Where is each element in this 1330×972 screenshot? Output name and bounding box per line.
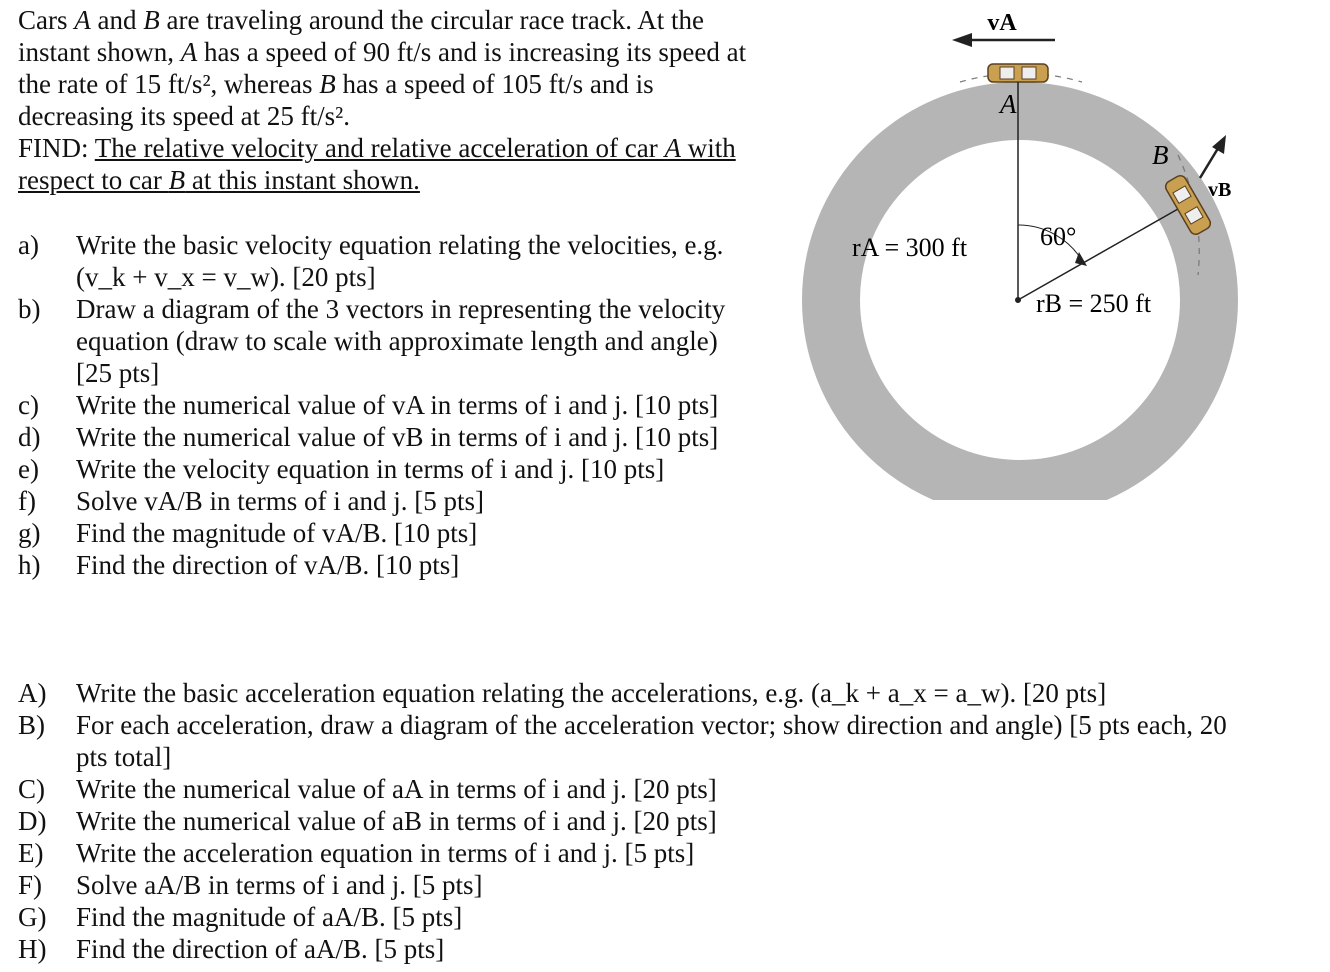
question-text: Draw a diagram of the 3 vectors in representing the velocity equation (draw to scale with approximate length and angle) [25 pts] [76, 294, 726, 388]
question-label: a) [18, 230, 39, 260]
car-a-label: A [1000, 89, 1017, 119]
question-item [18, 517, 738, 549]
question-text: Find the magnitude of aA/B. [5 pts] [76, 902, 463, 932]
question-label: A) [18, 678, 47, 708]
question-label: F) [18, 870, 43, 900]
question-item [18, 901, 1258, 933]
question-label: B) [18, 710, 45, 740]
velocity-a-arrowhead [952, 33, 972, 47]
question-label: h) [18, 550, 41, 580]
question-label: H) [18, 934, 47, 964]
velocity-b-arrowhead [1212, 135, 1226, 154]
velocity-questions [18, 229, 738, 581]
question-item [18, 709, 1258, 773]
radius-a-label: rA = 300 ft [852, 233, 968, 262]
question-text: Find the direction of vA/B. [10 pts] [76, 550, 460, 580]
question-text: Find the magnitude of vA/B. [10 pts] [76, 518, 478, 548]
question-item [18, 805, 1258, 837]
question-label: d) [18, 422, 41, 452]
question-item [18, 485, 738, 517]
find-statement: FIND: The relative velocity and relative acceleration of car A with respect to car B at this instant shown. [18, 133, 736, 195]
question-text: Solve aA/B in terms of i and j. [5 pts] [76, 870, 483, 900]
acceleration-questions [18, 677, 1258, 965]
question-item [18, 869, 1258, 901]
question-text: Write the numerical value of aA in terms of i and j. [20 pts] [76, 774, 717, 804]
question-text: Write the numerical value of aB in terms of i and j. [20 pts] [76, 806, 717, 836]
question-text: Find the direction of aA/B. [5 pts] [76, 934, 445, 964]
question-item [18, 293, 738, 389]
velocity-b-arrow [1200, 145, 1220, 178]
question-item [18, 837, 1258, 869]
question-label: e) [18, 454, 39, 484]
question-item [18, 549, 738, 581]
question-item [18, 229, 738, 293]
question-label: C) [18, 774, 45, 804]
question-label: c) [18, 390, 39, 420]
question-label: E) [18, 838, 44, 868]
question-item [18, 773, 1258, 805]
question-text: Write the velocity equation in terms of i and j. [10 pts] [76, 454, 665, 484]
question-label: D) [18, 806, 47, 836]
radius-b-label: rB = 250 ft [1036, 289, 1152, 318]
question-text: Solve vA/B in terms of i and j. [5 pts] [76, 486, 484, 516]
question-item [18, 453, 738, 485]
track-center [1015, 297, 1021, 303]
angle-arrowhead [1075, 252, 1087, 266]
question-label: g) [18, 518, 41, 548]
question-label: b) [18, 294, 41, 324]
car-b-label: B [1152, 140, 1169, 170]
question-item [18, 389, 738, 421]
question-text: Write the numerical value of vA in terms of i and j. [10 pts] [76, 390, 719, 420]
question-item [18, 677, 1258, 709]
radius-b-line [1018, 205, 1185, 300]
question-label: G) [18, 902, 47, 932]
find-text: The relative velocity and relative acceleration of car A with respect to car B at this instant shown. [18, 133, 736, 195]
question-text: Write the numerical value of vB in terms of i and j. [10 pts] [76, 422, 719, 452]
question-label: f) [18, 486, 36, 516]
question-text: Write the acceleration equation in terms of i and j. [5 pts] [76, 838, 695, 868]
question-text: For each acceleration, draw a diagram of the acceleration vector; show direction and angle) [5 pts each, 20 pts total] [76, 710, 1227, 772]
question-text: Write the basic velocity equation relating the velocities, e.g. (v_k + v_x = v_w). [20 pts] [76, 230, 724, 292]
velocity-b-label: vB [1208, 179, 1232, 201]
question-item [18, 421, 738, 453]
velocity-a-label: vA [987, 10, 1017, 36]
car-a [988, 64, 1048, 82]
angle-label: 60° [1040, 222, 1077, 251]
problem-statement [18, 4, 758, 196]
question-item [18, 933, 1258, 965]
question-text: Write the basic acceleration equation relating the accelerations, e.g. (a_k + a_x = a_w). [20 pts] [76, 678, 1107, 708]
problem-description: Cars A and B are traveling around the circular race track. At the instant shown, A has a speed of 90 ft/s and is increasing its speed at the rate of 15 ft/s², whereas B has a speed of 105 ft/s and is decreasing its speed at 25 ft/s². [18, 5, 747, 131]
race-track-figure [800, 0, 1240, 500]
